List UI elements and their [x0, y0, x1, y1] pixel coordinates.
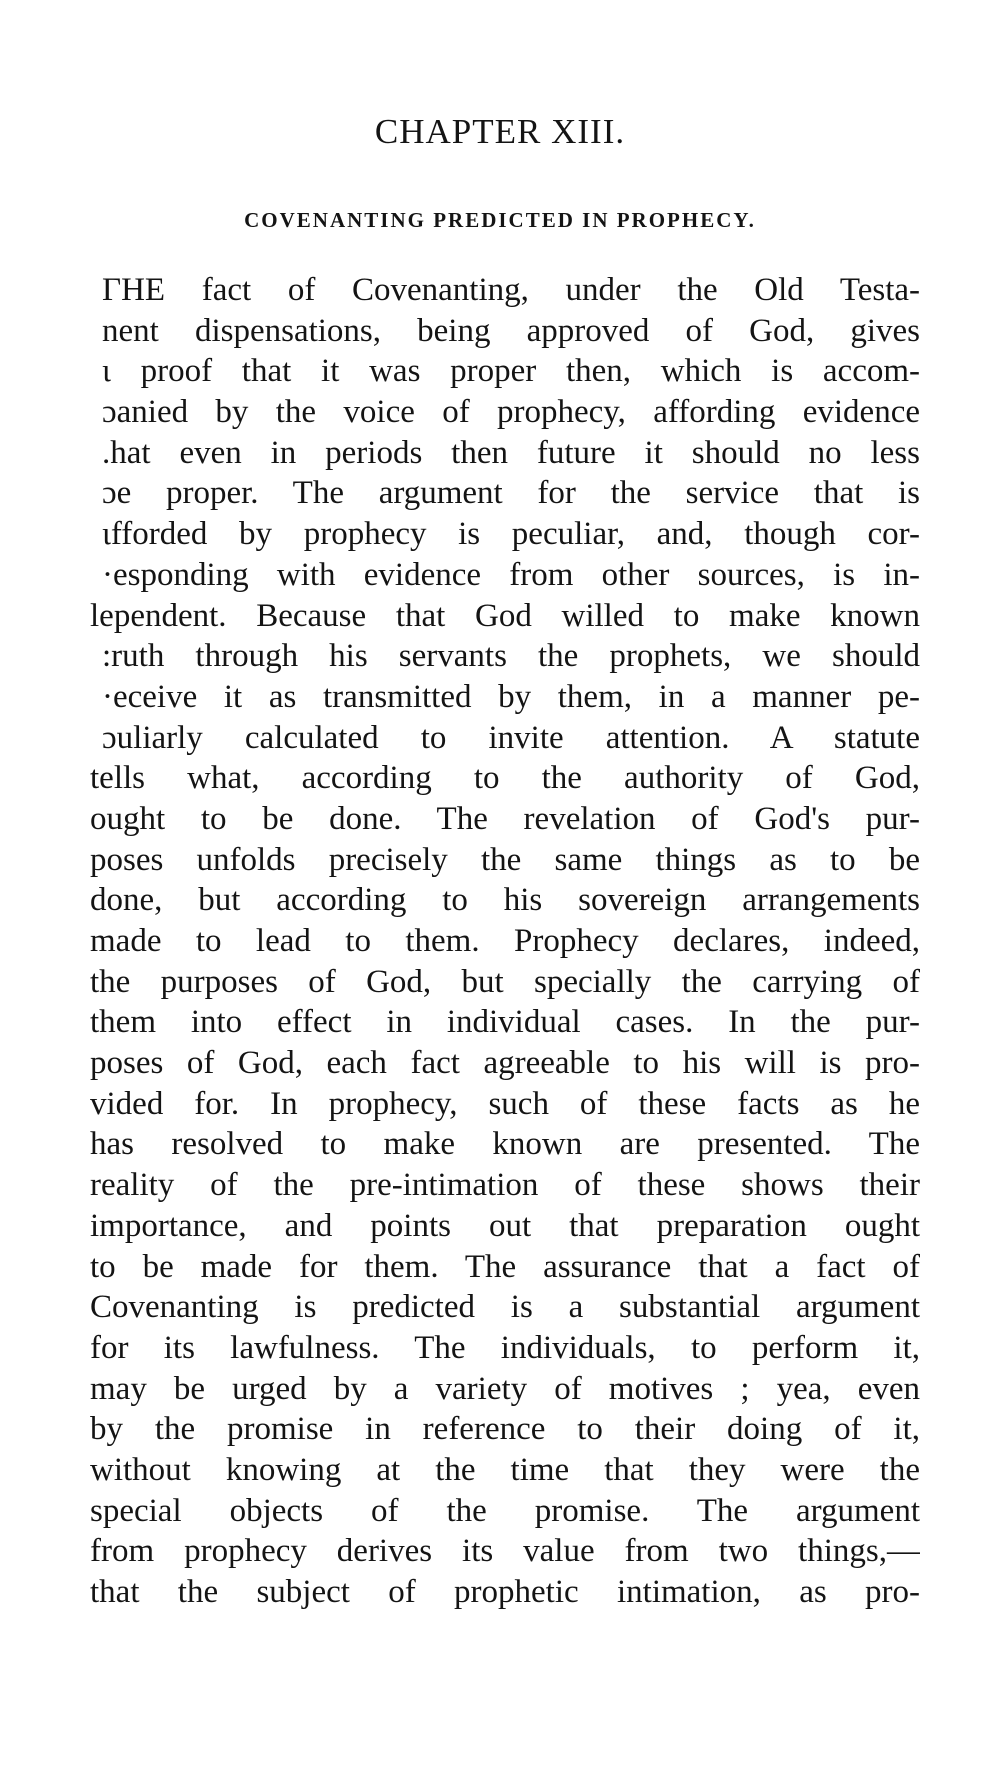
text-line: importance, and points out that preparation ought [90, 1207, 920, 1244]
text-line: ιfforded by prophecy is peculiar, and, though cor- [102, 516, 920, 553]
text-line: Covenanting is predicted is a substantial argument [90, 1289, 920, 1326]
text-line: that the subject of prophetic intimation, as pro- [90, 1574, 920, 1610]
text-line: ought to be done. The revelation of God's pur- [90, 800, 920, 837]
text-line: :ruth through his servants the prophets, we should [102, 638, 920, 675]
chapter-subtitle: COVENANTING PREDICTED IN PROPHECY. [244, 208, 756, 232]
text-line: may be urged by a variety of motives ; yea, even [90, 1370, 920, 1407]
text-line: by the promise in reference to their doing of it, [90, 1411, 920, 1448]
text-line: tells what, according to the authority of God, [90, 760, 920, 797]
text-line: .hat even in periods then future it should no less [102, 434, 920, 471]
text-line: the purposes of God, but specially the carrying of [90, 963, 920, 1000]
text-line: for its lawfulness. The individuals, to perform it, [90, 1329, 920, 1366]
text-line: done, but according to his sovereign arrangements [90, 882, 920, 919]
text-line: made to lead to them. Prophecy declares, indeed, [90, 923, 920, 959]
text-line: ɔe proper. The argument for the service that is [102, 475, 920, 512]
text-line: to be made for them. The assurance that a fact of [90, 1248, 920, 1285]
text-line: lependent. Because that God willed to make known [90, 597, 920, 634]
text-line: ·esponding with evidence from other sources, is in- [102, 556, 920, 593]
text-line: special objects of the promise. The argument [90, 1492, 920, 1529]
text-line: reality of the pre-intimation of these shows their [90, 1167, 920, 1204]
text-line: poses of God, each fact agreeable to his will is pro- [90, 1045, 920, 1082]
text-line: has resolved to make known are presented. The [90, 1126, 920, 1163]
text-line: ι proof that it was proper then, which is accom- [102, 353, 920, 390]
chapter-body-text [82, 270, 920, 1613]
text-line: ɔuliarly calculated to invite attention. A statute [102, 719, 920, 756]
text-line: without knowing at the time that they were the [90, 1451, 920, 1488]
text-line: ɔanied by the voice of prophecy, affording evidence [102, 394, 920, 431]
text-line: ГHE fact of Covenanting, under the Old Testa- [102, 272, 920, 308]
text-line: from prophecy derives its value from two things,— [90, 1533, 920, 1570]
text-line: vided for. In prophecy, such of these facts as he [90, 1085, 920, 1122]
chapter-title: CHAPTER XIII. [374, 112, 626, 151]
text-line: poses unfolds precisely the same things as to be [90, 841, 920, 878]
text-line: them into effect in individual cases. In the pur- [90, 1004, 920, 1041]
text-line: ·eceive it as transmitted by them, in a manner pe- [102, 678, 920, 715]
text-line: nent dispensations, being approved of God, gives [102, 312, 920, 349]
